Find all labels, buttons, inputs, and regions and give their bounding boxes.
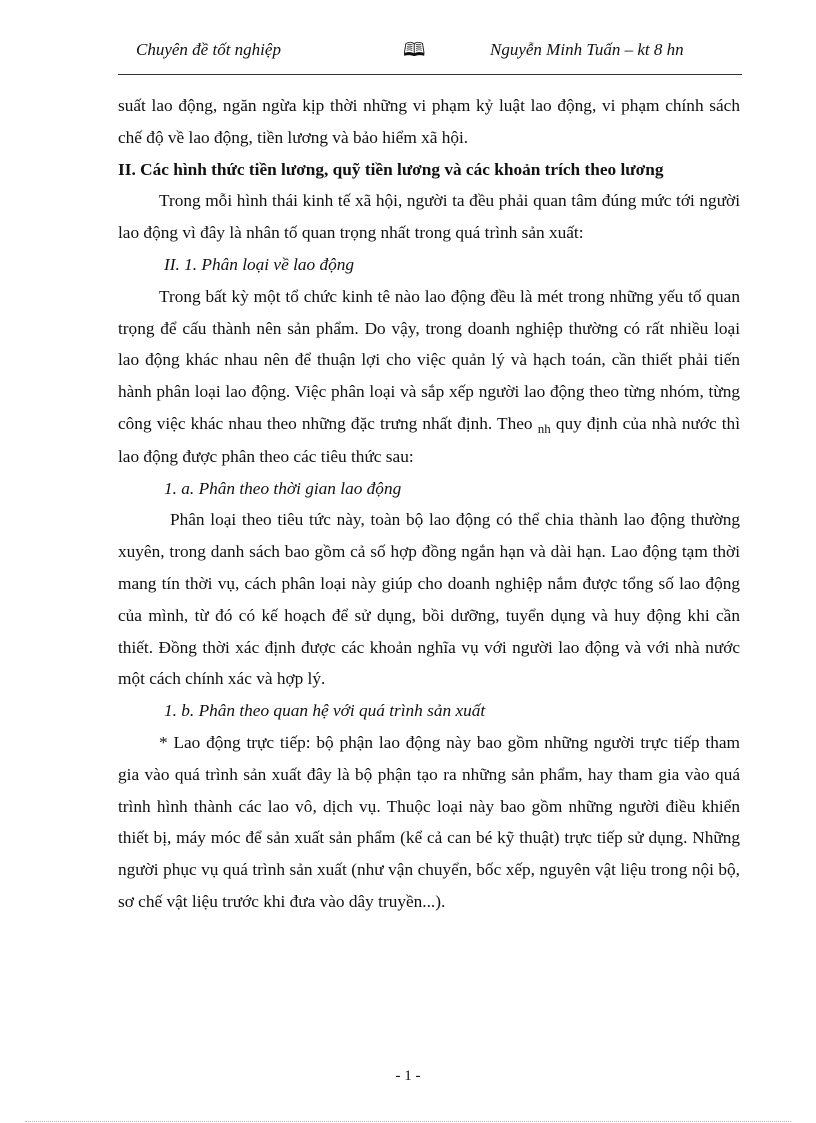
paragraph-intro: Trong mỗi hình thái kinh tế xã hội, người ta đều phải quan tâm đúng mức tới người lao động vì đây là nhân tố quan trọng nhất trong quá trình sản xuất: xyxy=(118,191,740,243)
page-body xyxy=(118,90,740,918)
paragraph-time-based: Phân loại theo tiêu tức này, toàn bộ lao động có thể chia thành lao động thường xuyên, trong danh sách bao gồm cả số hợp đồng ngắn hạn và dài hạn. Lao động tạm thời mang tín thời vụ, cách phân loại này giúp cho doanh nghiệp nắm được tổng số lao động của mình, từ đó có kế hoạch để sử dụng, bồi dưỡng, tuyển dụng và huy động khi cần thiết. Đồng thời xác định được các khoản nghĩa vụ với người lao động và với nhà nước một cách chính xác và hợp lý. xyxy=(118,510,740,689)
subsection-heading-1: II. 1. Phân loại về lao động xyxy=(164,254,355,274)
header-divider xyxy=(118,74,742,75)
page-number: - 1 - xyxy=(395,1068,421,1084)
subsection-heading-1a: 1. a. Phân theo thời gian lao động xyxy=(164,478,402,498)
stray-text-nh: nh xyxy=(537,420,551,436)
subsection-heading-1b: 1. b. Phân theo quan hệ với quá trình sản xuất xyxy=(164,701,486,721)
book-icon: 🕮 xyxy=(403,40,426,61)
header-author: Nguyễn Minh Tuấn – kt 8 hn xyxy=(490,40,684,59)
header-title: Chuyên đề tốt nghiệp xyxy=(136,40,281,59)
paragraph-classification-part2: quy định của nhà nước thì lao động được phân theo các tiêu thức sau: xyxy=(118,413,741,466)
paragraph-classification-part1: Trong bất kỳ một tổ chức kinh tê nào lao động đều là mét trong những yếu tố quan trọng để cấu thành nên sản phẩm. Do vậy, trong doanh nghiệp thường có rất nhiều loại lao động khác nhau nên để thuận lợi cho việc quản lý và hạch toán, cần thiết phải tiến hành phân loại lao động. Việc phân loại và sắp xếp người lao động theo từng nhóm, từng công việc khác nhau theo những đặc trưng nhất định. Theo xyxy=(118,286,740,433)
section-heading: II. Các hình thức tiền lương, quỹ tiền lương và các khoản trích theo lương xyxy=(118,159,664,179)
paragraph-continuation: suất lao động, ngăn ngừa kịp thời những vi phạm kỷ luật lao động, vi phạm chính sách chế độ về lao động, tiền lương và bảo hiểm xã hội. xyxy=(118,96,740,147)
page-header xyxy=(118,36,742,66)
paragraph-classification xyxy=(118,281,740,473)
paragraph-direct-labor: * Lao động trực tiếp: bộ phận lao động này bao gồm những người trực tiếp tham gia vào quá trình sản xuất đây là bộ phận tạo ra những sản phẩm, hay tham gia vào quá trình hình thành các lao vô, dịch vụ. Thuộc loại này bao gồm những người điều khiển thiết bị, máy móc để sản xuất sản phẩm (kể cả can bé kỹ thuật) trực tiếp sử dụng. Những người phục vụ quá trình sản xuất (như vận chuyển, bốc xếp, nguyên vật liệu trong nội bộ, sơ chế vật liệu trước khi đưa vào dây truyền...). xyxy=(118,732,740,911)
page-bottom-border xyxy=(25,1121,791,1122)
